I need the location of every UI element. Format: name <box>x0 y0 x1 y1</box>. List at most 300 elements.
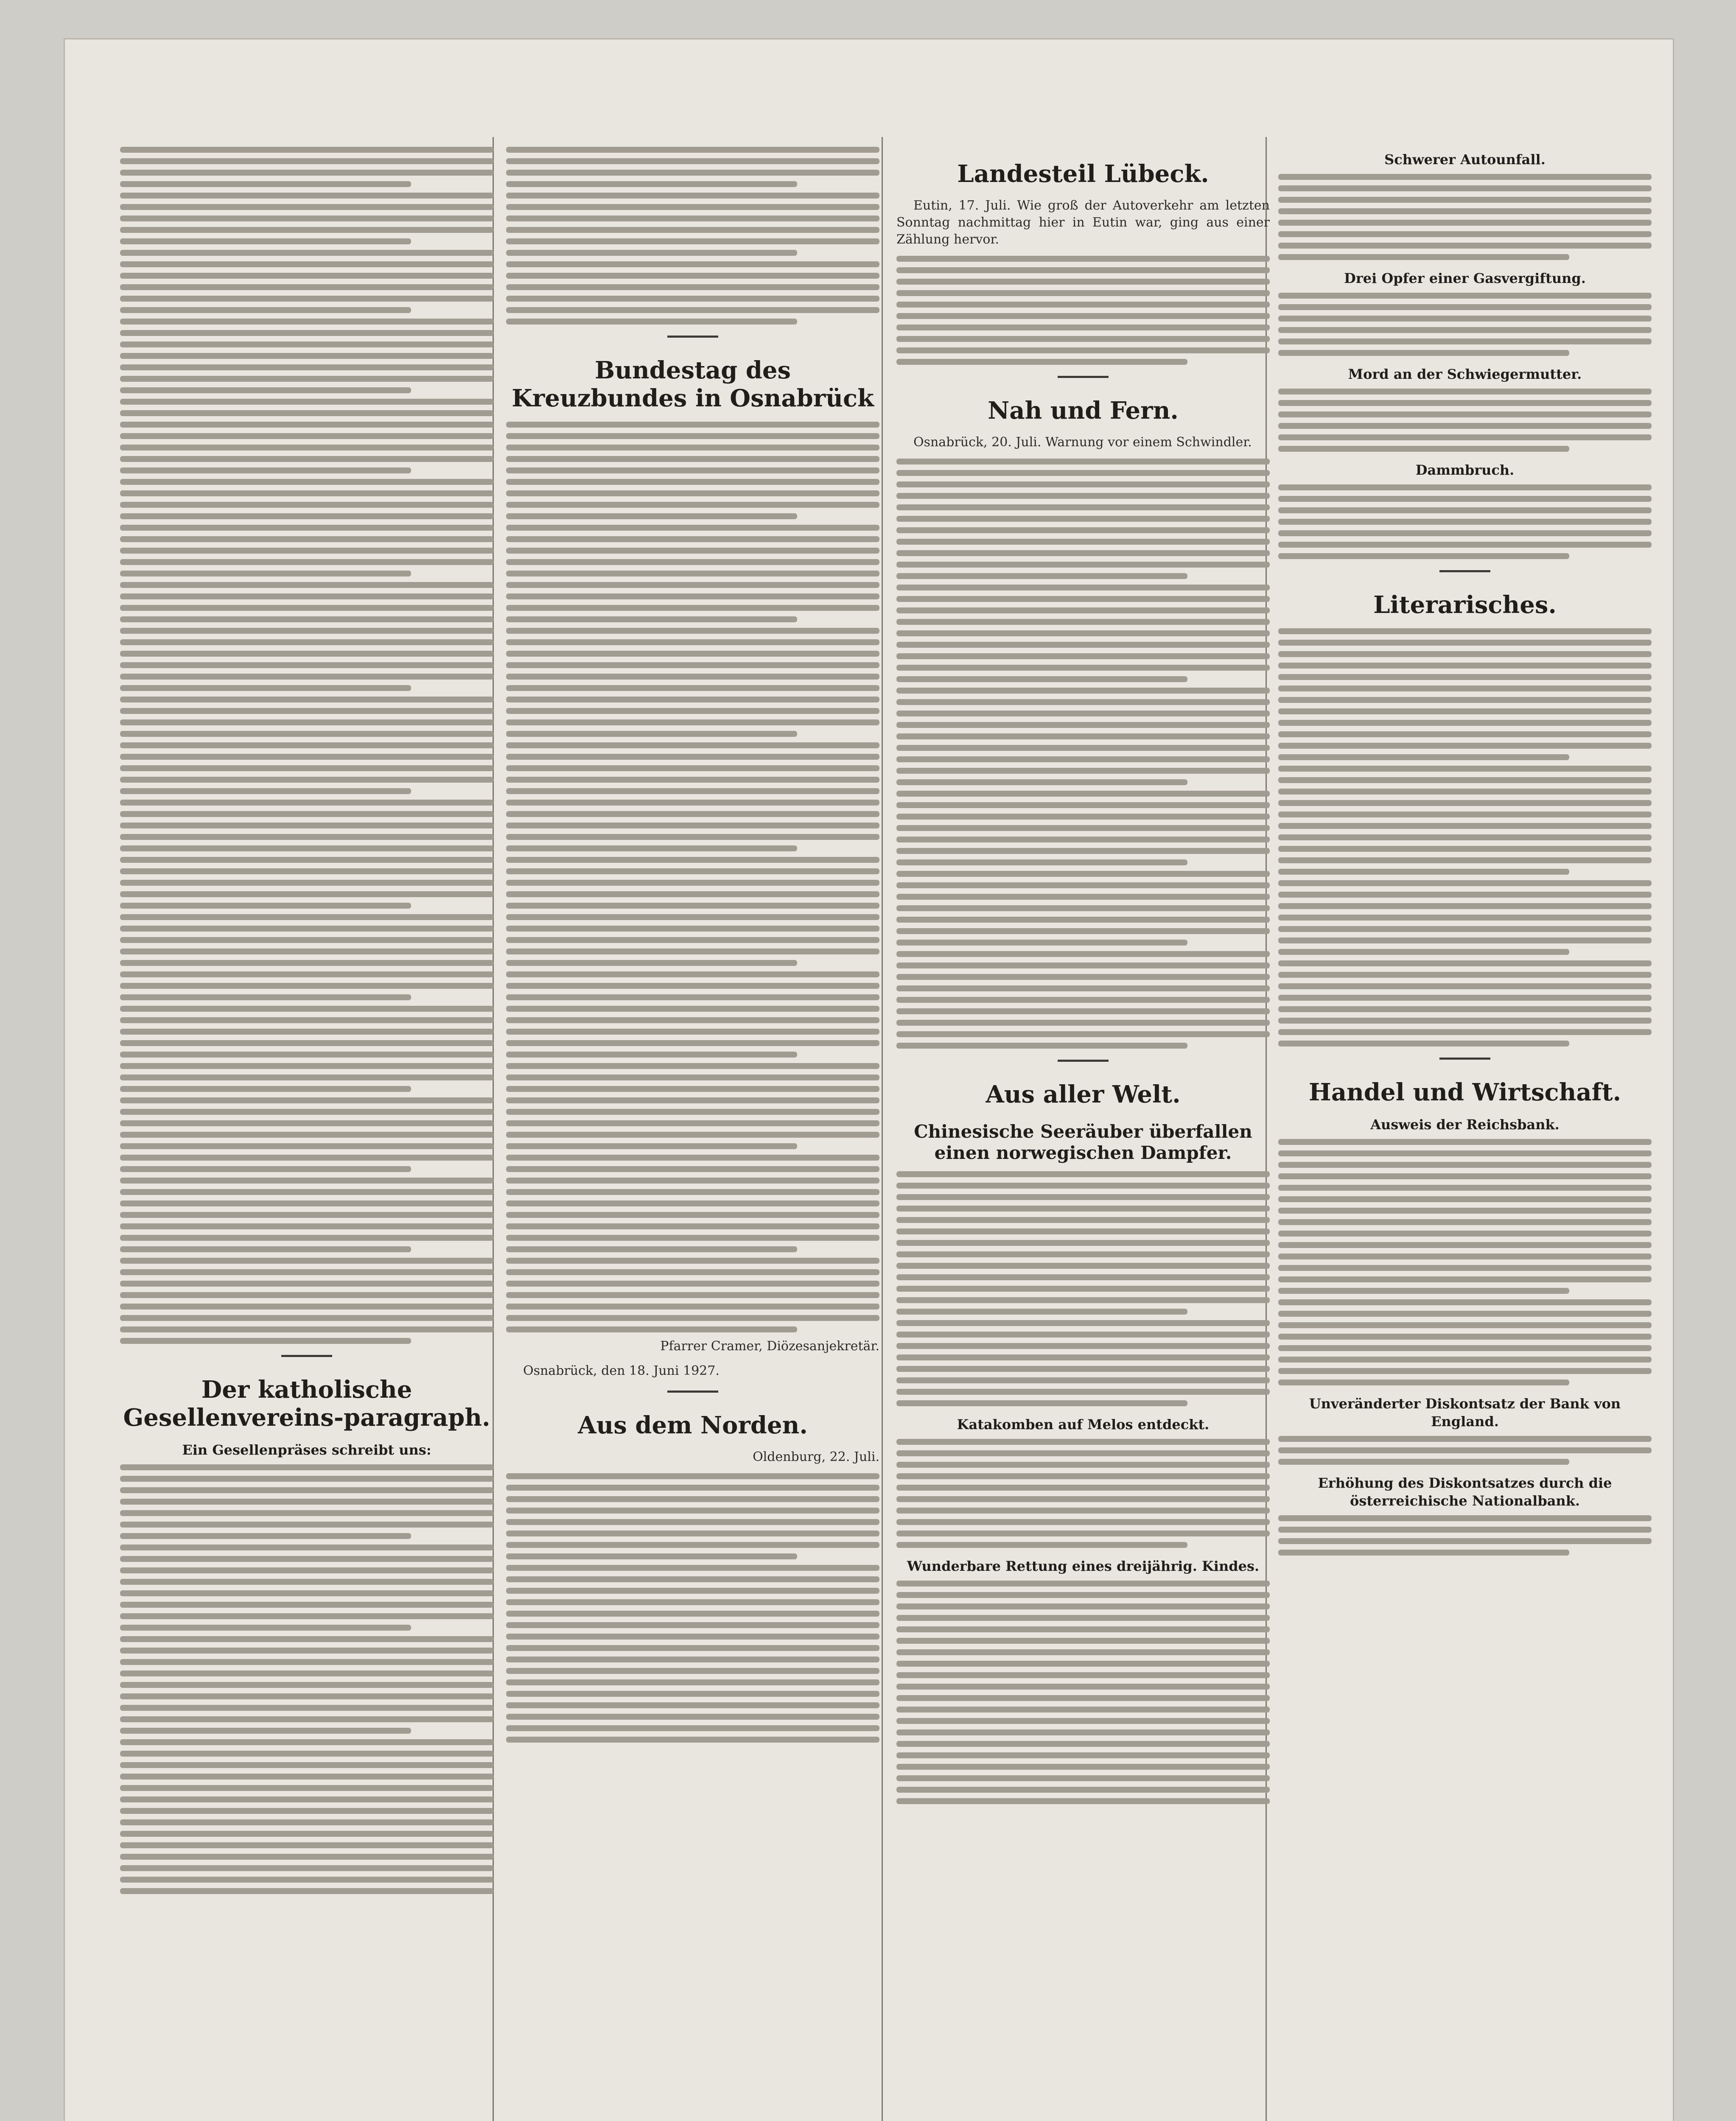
text-line <box>896 928 1270 934</box>
text-line <box>506 708 879 714</box>
text-line <box>506 662 879 668</box>
text-line <box>506 1200 879 1206</box>
text-line <box>120 1842 493 1848</box>
text-line <box>1278 1254 1652 1259</box>
text-line <box>120 479 493 485</box>
text-line <box>1278 496 1652 502</box>
text-line <box>1278 1515 1652 1521</box>
text-line <box>506 307 879 313</box>
text-line <box>1278 507 1652 513</box>
text-line <box>1278 220 1652 226</box>
text-line <box>1278 1219 1652 1225</box>
heading-norden: Aus dem Norden. <box>578 1411 808 1439</box>
text-line <box>896 894 1270 900</box>
text-line <box>896 1718 1270 1724</box>
text-line <box>120 926 493 932</box>
text-line <box>120 1567 493 1573</box>
heading-nah-fern: Nah und Fern. <box>988 397 1179 425</box>
text-line <box>506 949 879 954</box>
text-line <box>120 903 411 909</box>
text-line <box>120 651 493 657</box>
text-line <box>120 616 493 622</box>
text-line <box>896 688 1270 694</box>
text-line <box>120 754 493 760</box>
text-line <box>1278 1196 1652 1202</box>
text-line <box>506 1496 879 1502</box>
text-line <box>506 215 879 221</box>
text-line <box>506 1588 879 1594</box>
text-line <box>896 1729 1270 1735</box>
text-line <box>506 1178 879 1184</box>
text-line <box>120 1178 493 1184</box>
text-line <box>506 250 797 256</box>
text-line <box>1278 777 1652 783</box>
text-line <box>120 1063 493 1069</box>
text-line <box>896 859 1187 865</box>
text-line <box>1278 708 1652 714</box>
text-line <box>1278 1447 1652 1453</box>
text-line <box>1278 1265 1652 1271</box>
text-line <box>896 1581 1270 1587</box>
text-line <box>506 1645 879 1651</box>
text-line <box>506 891 879 897</box>
text-line <box>896 1764 1270 1770</box>
text-line <box>120 341 493 347</box>
text-line <box>506 490 879 496</box>
text-line <box>120 376 493 382</box>
section-divider <box>667 1391 718 1393</box>
text-line <box>120 1659 493 1665</box>
heading-luebeck: Landesteil Lübeck. <box>957 160 1209 188</box>
text-line <box>896 313 1270 319</box>
heading-mord: Mord an der Schwiegermutter. <box>1348 366 1582 382</box>
text-line <box>120 445 493 451</box>
text-line <box>120 238 411 244</box>
text-line <box>506 548 879 554</box>
text-line <box>120 1877 493 1883</box>
text-line <box>896 1741 1270 1747</box>
text-line <box>120 1728 411 1734</box>
text-line <box>120 422 493 428</box>
text-line <box>506 1657 879 1662</box>
text-line <box>120 788 411 794</box>
text-line <box>1278 423 1652 429</box>
text-line <box>896 1008 1270 1014</box>
text-line <box>1278 949 1569 955</box>
text-line <box>506 1542 879 1548</box>
text-line <box>506 1737 879 1743</box>
text-line <box>120 674 493 680</box>
heading-autounfall: Schwerer Autounfall. <box>1384 151 1546 168</box>
text-line <box>120 639 493 645</box>
text-line <box>896 573 1187 579</box>
text-line <box>1278 1006 1652 1012</box>
text-line <box>120 1143 493 1149</box>
text-line <box>896 596 1270 602</box>
text-line <box>506 1714 879 1720</box>
text-line <box>1278 400 1652 406</box>
text-line <box>1278 350 1569 356</box>
text-line <box>506 181 797 187</box>
column-3 <box>896 141 1270 2121</box>
text-line <box>120 823 493 828</box>
heading-seeraeuber: Chinesische Seeräuber überfallen einen norwegischen Dampfer. <box>914 1121 1252 1163</box>
text-line <box>120 593 493 599</box>
text-line <box>506 1281 879 1287</box>
text-line <box>1278 1345 1652 1351</box>
text-line <box>896 1286 1270 1292</box>
text-line <box>896 562 1270 568</box>
text-line <box>120 1579 493 1585</box>
heading-literarisches: Literarisches. <box>1373 591 1557 619</box>
text-line <box>896 1638 1270 1644</box>
text-line <box>120 215 493 221</box>
text-line <box>1278 434 1652 440</box>
text-line <box>896 1354 1270 1360</box>
text-line <box>120 1613 493 1619</box>
text-line <box>1278 1208 1652 1214</box>
text-line <box>896 791 1270 797</box>
text-line <box>896 1752 1270 1758</box>
text-line <box>120 1590 493 1596</box>
signature: Pfarrer Cramer, Diözesanjekretär. <box>660 1339 879 1354</box>
text-line <box>506 926 879 932</box>
text-line <box>1278 1185 1652 1191</box>
text-line <box>120 1109 493 1115</box>
text-line <box>506 1326 797 1332</box>
text-line <box>1278 892 1652 898</box>
text-line <box>1278 1436 1652 1442</box>
text-line <box>896 325 1270 330</box>
text-line <box>896 871 1270 877</box>
text-line <box>506 628 879 634</box>
text-line <box>506 685 879 691</box>
text-line <box>896 1389 1270 1395</box>
text-line <box>506 1132 879 1138</box>
text-line <box>120 1040 493 1046</box>
text-line <box>120 319 493 325</box>
text-line <box>1278 743 1652 749</box>
text-line <box>1278 1288 1569 1294</box>
text-line <box>506 1668 879 1674</box>
text-line <box>896 481 1270 487</box>
text-line <box>1278 846 1652 852</box>
text-line <box>896 1206 1270 1212</box>
text-line <box>896 665 1270 671</box>
text-line <box>896 1228 1270 1234</box>
text-line <box>506 1223 879 1229</box>
text-line <box>896 1366 1270 1372</box>
text-line <box>506 147 879 153</box>
text-line <box>120 261 493 267</box>
text-line <box>120 1682 493 1688</box>
text-line <box>120 1315 493 1321</box>
text-line <box>1278 316 1652 322</box>
text-line <box>896 985 1270 991</box>
text-line <box>506 1508 879 1514</box>
text-line <box>896 1240 1270 1246</box>
text-line <box>1278 972 1652 978</box>
text-line <box>120 1888 493 1894</box>
text-line <box>506 983 879 989</box>
text-line <box>1278 960 1652 966</box>
text-line <box>506 1725 879 1731</box>
text-line <box>506 204 879 210</box>
heading-rettung: Wunderbare Rettung eines dreijährig. Kindes. <box>907 1558 1260 1574</box>
heading-bundestag: Bundestag des Kreuzbundes in Osnabrück <box>512 356 874 412</box>
text-line <box>506 731 797 737</box>
text-line <box>896 917 1270 923</box>
text-line <box>896 470 1270 476</box>
text-line <box>1278 1173 1652 1179</box>
place-date: Osnabrück, den 18. Juni 1927. <box>523 1363 720 1378</box>
text-line <box>120 1338 411 1344</box>
text-line <box>506 319 797 325</box>
text-line <box>506 1155 879 1161</box>
text-line <box>120 1808 493 1814</box>
text-line <box>506 193 879 199</box>
text-line <box>1278 1150 1652 1156</box>
text-line <box>896 814 1270 820</box>
newspaper-page <box>64 38 1674 2121</box>
text-line <box>506 651 879 657</box>
text-line <box>896 1439 1270 1445</box>
text-line <box>120 1074 493 1080</box>
text-line <box>896 493 1270 499</box>
text-line <box>1278 800 1652 806</box>
text-line <box>1278 869 1569 875</box>
text-line <box>896 1462 1270 1468</box>
text-line <box>120 1326 493 1332</box>
text-line <box>1278 1162 1652 1168</box>
text-line <box>506 834 879 840</box>
text-line <box>896 1684 1270 1690</box>
text-line <box>120 1258 493 1264</box>
text-line <box>896 768 1270 774</box>
paragraph-nahfern: Osnabrück, 20. Juli. Warnung vor einem Schwindler. <box>913 435 1252 450</box>
text-line <box>506 1017 879 1023</box>
text-line <box>120 1762 493 1768</box>
text-line <box>1278 519 1652 525</box>
section-divider <box>667 336 718 338</box>
text-line <box>506 1599 879 1605</box>
text-line <box>1278 1311 1652 1317</box>
text-line <box>506 971 879 977</box>
text-line <box>1278 880 1652 886</box>
text-line <box>896 1542 1187 1548</box>
text-line <box>120 147 493 153</box>
text-line <box>120 868 493 874</box>
text-line <box>1278 208 1652 214</box>
text-line <box>120 1269 493 1275</box>
text-line <box>120 1292 493 1298</box>
column-4 <box>1278 141 1652 2121</box>
text-line <box>506 445 879 451</box>
text-line <box>1278 254 1569 260</box>
text-line <box>1278 651 1652 657</box>
text-line <box>896 882 1270 888</box>
text-line <box>506 1292 879 1298</box>
text-line <box>120 1120 493 1126</box>
text-line <box>896 1263 1270 1269</box>
text-line <box>506 479 879 485</box>
text-line <box>506 1473 879 1479</box>
text-line <box>120 1705 493 1711</box>
text-line <box>506 296 879 302</box>
text-line <box>896 974 1270 980</box>
text-line <box>896 1309 1187 1315</box>
text-line <box>120 845 493 851</box>
text-line <box>896 1194 1270 1200</box>
dateline: Oldenburg, 22. Juli. <box>753 1449 879 1464</box>
text-line <box>1278 823 1652 829</box>
text-line <box>1278 1242 1652 1248</box>
section-divider <box>1058 1060 1109 1062</box>
text-line <box>506 800 879 806</box>
text-line <box>1278 1459 1569 1465</box>
text-line <box>896 699 1270 705</box>
text-line <box>120 1602 493 1608</box>
section-divider <box>281 1355 332 1357</box>
text-line <box>120 1212 493 1218</box>
text-line <box>1278 304 1652 310</box>
text-line <box>120 971 493 977</box>
text-line <box>120 273 493 279</box>
text-line <box>506 1086 879 1092</box>
text-line <box>120 490 493 496</box>
text-line <box>506 960 797 966</box>
text-line <box>120 1223 493 1229</box>
text-line <box>120 1831 493 1837</box>
text-line <box>120 1006 493 1012</box>
text-line <box>896 1473 1270 1479</box>
text-line <box>120 456 493 462</box>
heading-dammbruch: Dammbruch. <box>1415 462 1515 478</box>
text-line <box>1278 903 1652 909</box>
text-line <box>896 1775 1270 1781</box>
text-line <box>896 1320 1270 1326</box>
text-line <box>506 284 879 290</box>
text-line <box>1278 389 1652 395</box>
text-line <box>120 1200 493 1206</box>
text-line <box>120 1464 493 1470</box>
text-line <box>506 1553 797 1559</box>
text-line <box>506 754 879 760</box>
text-line <box>120 719 493 725</box>
text-line <box>896 1343 1270 1349</box>
text-line <box>120 834 493 840</box>
text-line <box>896 1297 1270 1303</box>
text-line <box>896 653 1270 659</box>
text-line <box>506 845 797 851</box>
text-line <box>896 779 1187 785</box>
text-line <box>120 605 493 611</box>
text-line <box>506 1246 797 1252</box>
text-line <box>896 1031 1270 1037</box>
text-line <box>120 307 411 313</box>
text-line <box>506 1029 879 1035</box>
text-line <box>1278 243 1652 249</box>
text-line <box>1278 857 1652 863</box>
text-line <box>896 1615 1270 1621</box>
text-line <box>1278 731 1652 737</box>
text-line <box>120 296 493 302</box>
section-divider <box>1439 1058 1490 1060</box>
text-line <box>506 616 797 622</box>
text-line <box>896 1798 1270 1804</box>
text-line <box>506 170 879 176</box>
text-line <box>896 963 1270 968</box>
text-line <box>120 1625 411 1631</box>
text-line <box>120 1281 493 1287</box>
text-line <box>896 1450 1270 1456</box>
text-line <box>896 1695 1270 1701</box>
text-line <box>120 1510 493 1516</box>
text-line <box>506 1485 879 1491</box>
text-line <box>896 1626 1270 1632</box>
text-line <box>506 674 879 680</box>
text-line <box>506 1109 879 1115</box>
text-line <box>506 502 879 508</box>
text-line <box>896 1332 1270 1338</box>
text-line <box>120 467 411 473</box>
text-line <box>120 765 493 771</box>
text-line <box>506 559 879 565</box>
text-line <box>896 711 1270 716</box>
text-line <box>120 513 493 519</box>
text-line <box>120 1819 493 1825</box>
text-line <box>896 825 1270 831</box>
text-line <box>1278 197 1652 203</box>
text-line <box>506 238 879 244</box>
text-line <box>896 676 1187 682</box>
text-line <box>896 1592 1270 1598</box>
text-line <box>506 1006 879 1012</box>
text-line <box>896 951 1270 957</box>
text-line <box>896 1787 1270 1793</box>
text-line <box>506 868 879 874</box>
text-line <box>506 433 879 439</box>
text-line <box>506 571 879 576</box>
text-line <box>120 250 493 256</box>
text-line <box>896 1400 1187 1406</box>
text-line <box>896 1496 1270 1502</box>
text-line <box>120 433 493 439</box>
text-line <box>1278 293 1652 299</box>
text-line <box>896 756 1270 762</box>
text-line <box>896 1043 1187 1049</box>
text-line <box>120 1716 493 1722</box>
text-line <box>1278 1334 1652 1340</box>
text-line <box>120 353 493 359</box>
column-divider <box>882 137 883 2121</box>
heading-nationalbank: Erhöhung des Diskontsatzes durch die österreichische Nationalbank. <box>1318 1475 1612 1509</box>
text-line <box>506 1052 797 1058</box>
text-line <box>896 1020 1270 1026</box>
text-line <box>120 410 493 416</box>
text-line <box>120 1865 493 1871</box>
text-line <box>120 1636 493 1642</box>
text-line <box>120 1155 493 1161</box>
text-line <box>506 1074 879 1080</box>
text-line <box>896 642 1270 648</box>
text-line <box>896 290 1270 296</box>
heading-gesellenverein: Der katholische Gesellenvereins-paragraph. <box>123 1376 490 1432</box>
text-line <box>1278 411 1652 417</box>
text-line <box>120 1235 493 1241</box>
text-line <box>120 502 493 508</box>
text-line <box>1278 811 1652 817</box>
